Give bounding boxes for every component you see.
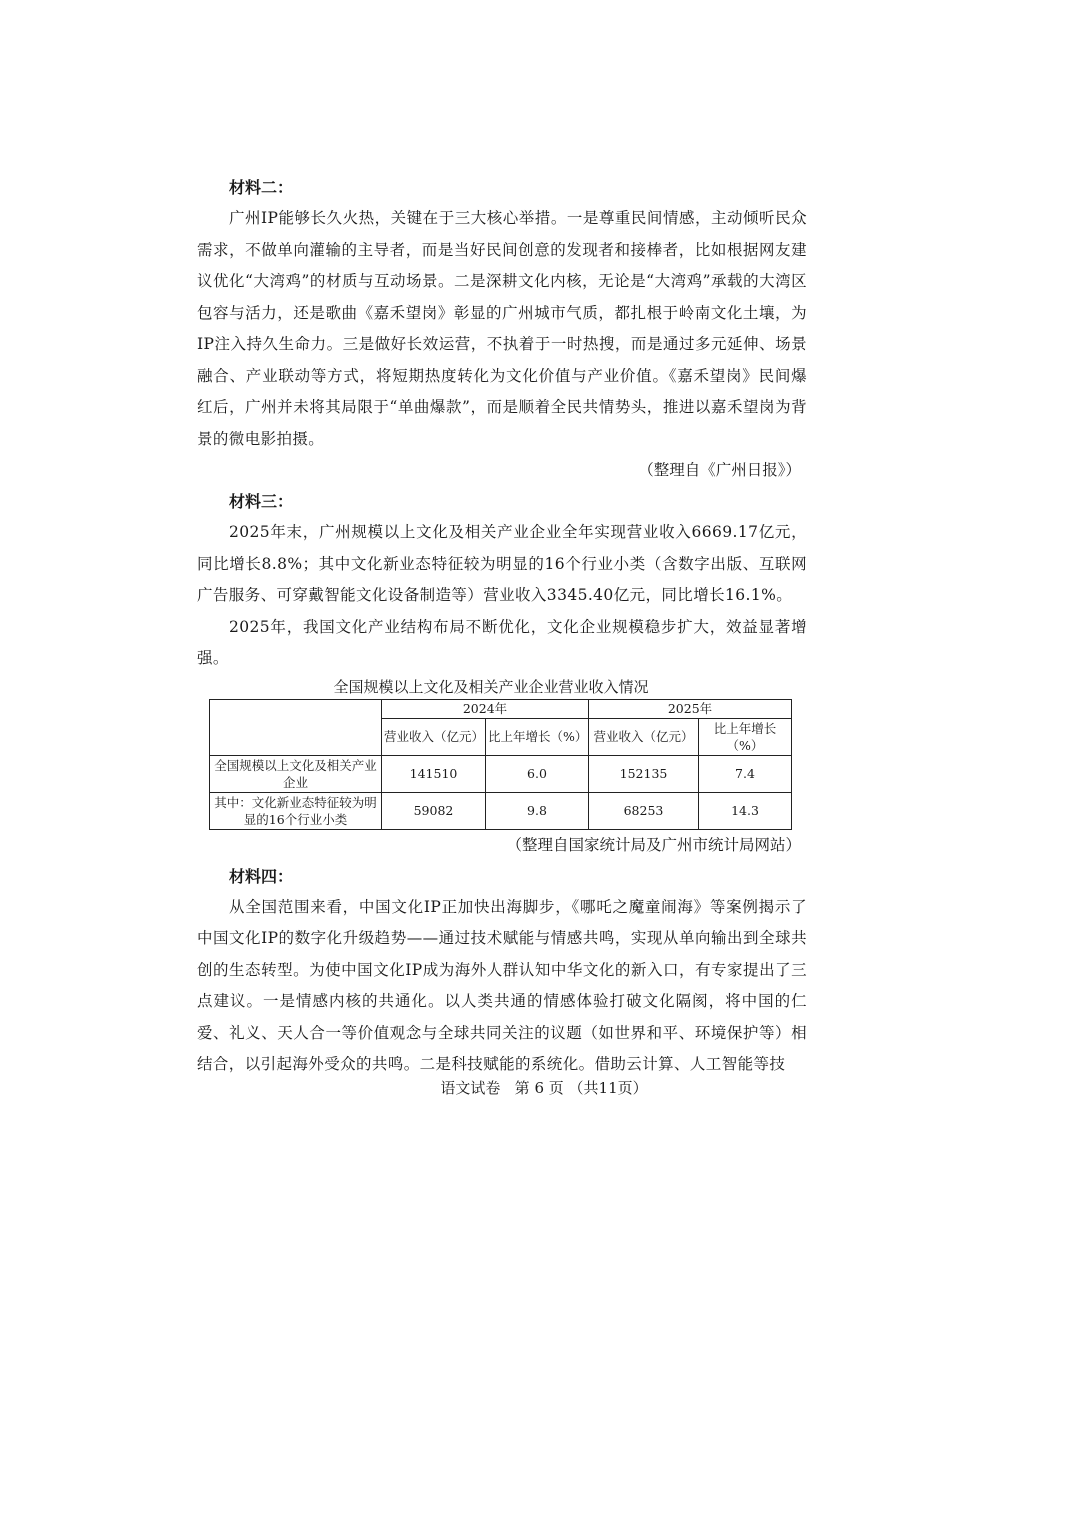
page-content [197, 172, 807, 1081]
page-footer [0, 1076, 1080, 1100]
table-row-label: 其中：文化新业态特征较为明显的16个行业小类 [210, 792, 382, 829]
table-cell: 6.0 [486, 755, 589, 792]
material2-heading: 材料二： [229, 178, 294, 197]
material3-source: （整理自国家统计局及广州市统计局网站） [506, 835, 801, 854]
footer-page-number: 第 6 页 [514, 1079, 564, 1097]
table-header-year-2025: 2025年 [589, 699, 792, 718]
table-cell: 152135 [589, 755, 699, 792]
table-subheader-revenue-2024: 营业收入（亿元） [382, 718, 486, 755]
revenue-table [209, 699, 792, 830]
table-header-year-2024: 2024年 [382, 699, 589, 718]
table-subheader-growth-2025: 比上年增长（%） [699, 718, 792, 755]
material4-paragraph: 从全国范围来看，中国文化IP正加快出海脚步，《哪吒之魔童闹海》等案例揭示了中国文化IP的数字化升级趋势——通过技术赋能与情感共鸣，实现从单向输出到全球共创的生态转型。为使中国文化IP成为海外人群认知中华文化的新入口，有专家提出了三点建议。一是情感内核的共通化。以人类共通的情感体验打破文化隔阂，将中国的仁爱、礼义、天人合一等价值观念与全球共同关注的议题（如世界和平、环境保护等）相结合，以引起海外受众的共鸣。二是科技赋能的系统化。借助云计算、人工智能等技 [197, 897, 807, 1073]
table-cell: 68253 [589, 792, 699, 829]
table-cell: 59082 [382, 792, 486, 829]
table-header-row-years [210, 699, 792, 718]
material3-paragraph-2: 2025年，我国文化产业结构布局不断优化，文化企业规模稳步扩大，效益显著增强。 [197, 617, 807, 667]
table-row-label: 全国规模以上文化及相关产业企业 [210, 755, 382, 792]
table-subheader-growth-2024: 比上年增长（%） [486, 718, 589, 755]
material3-paragraph-1: 2025年末，广州规模以上文化及相关产业企业全年实现营业收入6669.17亿元，同比增长8.8%；其中文化新业态特征较为明显的16个行业小类（含数字出版、互联网广告服务、可穿戴智能文化设备制造等）营业收入3345.40亿元，同比增长16.1%。 [197, 523, 807, 604]
table-subheader-revenue-2025: 营业收入（亿元） [589, 718, 699, 755]
table-cell: 7.4 [699, 755, 792, 792]
material2-source: （整理自《广州日报》） [638, 461, 801, 479]
table-title: 全国规模以上文化及相关产业企业营业收入情况 [333, 677, 649, 696]
footer-subject: 语文试卷 [440, 1079, 501, 1097]
table-row [210, 792, 792, 829]
table-cell: 9.8 [486, 792, 589, 829]
table-row [210, 755, 792, 792]
material4-heading: 材料四： [229, 866, 294, 886]
footer-page-total: （共11页） [568, 1079, 648, 1097]
material3-heading: 材料三： [229, 492, 294, 511]
table-corner-cell [210, 699, 382, 755]
material2-paragraph: 广州IP能够长久火热，关键在于三大核心举措。一是尊重民间情感，主动倾听民众需求，不做单向灌输的主导者，而是当好民间创意的发现者和接棒者，比如根据网友建议优化“大湾鸡”的材质与互动场景。二是深耕文化内核，无论是“大湾鸡”承载的大湾区包容与活力，还是歌曲《嘉禾望岗》彰显的广州城市气质，都扎根于岭南文化土壤，为IP注入持久生命力。三是做好长效运营，不执着于一时热搜，而是通过多元延伸、场景融合、产业联动等方式，将短期热度转化为文化价值与产业价值。《嘉禾望岗》民间爆红后，广州并未将其局限于“单曲爆款”，而是顺着全民共情势头，推进以嘉禾望岗为背景的微电影拍摄。 [197, 209, 807, 448]
table-cell: 14.3 [699, 792, 792, 829]
table-cell: 141510 [382, 755, 486, 792]
